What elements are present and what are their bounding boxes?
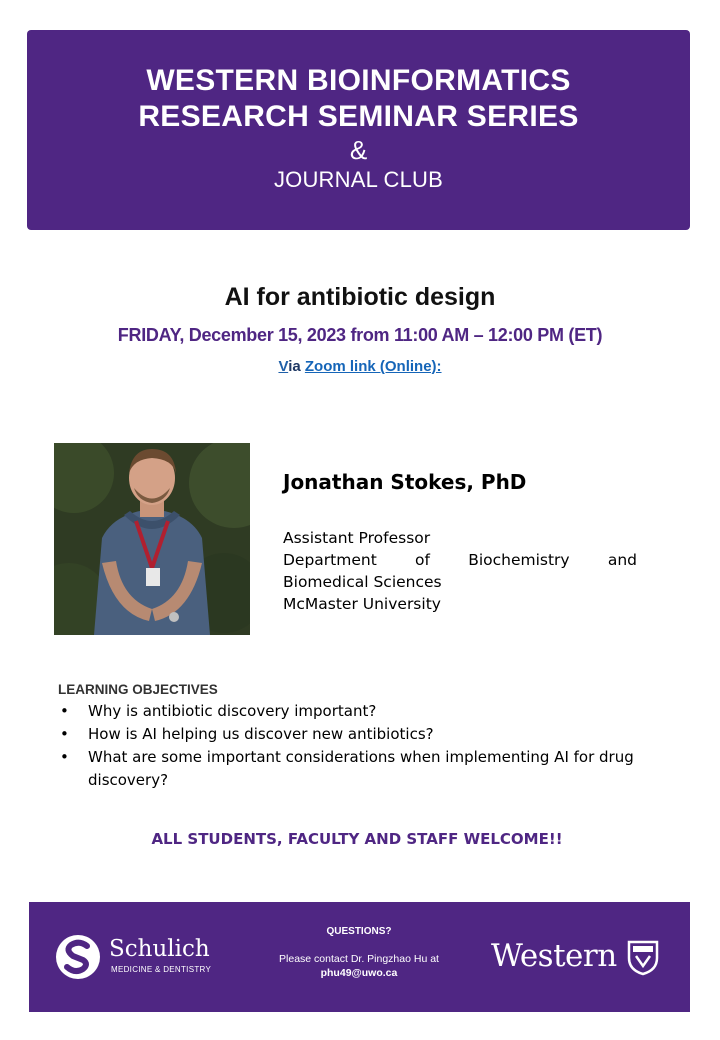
questions-label: QUESTIONS? xyxy=(326,926,392,937)
speaker-department-line2: Biomedical Sciences xyxy=(283,573,442,591)
objectives-heading: LEARNING OBJECTIVES xyxy=(58,682,218,697)
zoom-link[interactable]: Zoom link (Online): xyxy=(304,358,442,375)
speaker-name: Jonathan Stokes, PhD xyxy=(283,470,527,494)
talk-datetime: FRIDAY, December 15, 2023 from 11:00 AM – 12:00 PM (ET) xyxy=(117,325,603,345)
schulich-logo xyxy=(55,934,215,982)
western-wordmark: Western xyxy=(491,938,617,974)
talk-title: AI for antibiotic design xyxy=(224,283,496,311)
schulich-s-logo-icon xyxy=(55,934,103,980)
series-ampersand: & xyxy=(349,135,368,165)
speaker-department-line1: Department of Biochemistry and xyxy=(283,551,637,569)
speaker-position: Assistant Professor xyxy=(283,529,431,547)
talk-location xyxy=(0,358,720,375)
speaker-university: McMaster University xyxy=(283,595,441,613)
contact-email[interactable]: phu49@uwo.ca xyxy=(320,967,398,979)
western-shield-icon xyxy=(627,940,659,976)
contact-text: Please contact Dr. Pingzhao Hu at xyxy=(279,953,439,965)
objective-item: • Why is antibiotic discovery important? xyxy=(58,700,658,723)
footer-contact xyxy=(259,926,459,979)
footer-banner xyxy=(29,902,690,1012)
series-title-line1: WESTERN BIOINFORMATICS xyxy=(146,64,571,97)
header-banner xyxy=(27,30,690,230)
welcome-message: ALL STUDENTS, FACULTY AND STAFF WELCOME!! xyxy=(151,830,563,848)
speaker-photo-illustration xyxy=(54,443,250,635)
speaker-photo xyxy=(54,443,250,635)
objective-item: • What are some important considerations when implementing AI for drug discovery? xyxy=(58,746,658,792)
series-subtitle: JOURNAL CLUB xyxy=(273,167,444,192)
via-text: ia xyxy=(288,358,305,375)
objectives-list xyxy=(58,700,658,792)
via-v-letter: V xyxy=(278,358,289,375)
series-title-line2: RESEARCH SEMINAR SERIES xyxy=(138,100,579,133)
western-logo xyxy=(491,938,666,980)
objective-item: • How is AI helping us discover new antibiotics? xyxy=(58,723,658,746)
speaker-affiliation xyxy=(283,527,637,615)
schulich-wordmark: Schulich xyxy=(109,936,210,962)
schulich-subtitle: MEDICINE & DENTISTRY xyxy=(111,965,212,974)
